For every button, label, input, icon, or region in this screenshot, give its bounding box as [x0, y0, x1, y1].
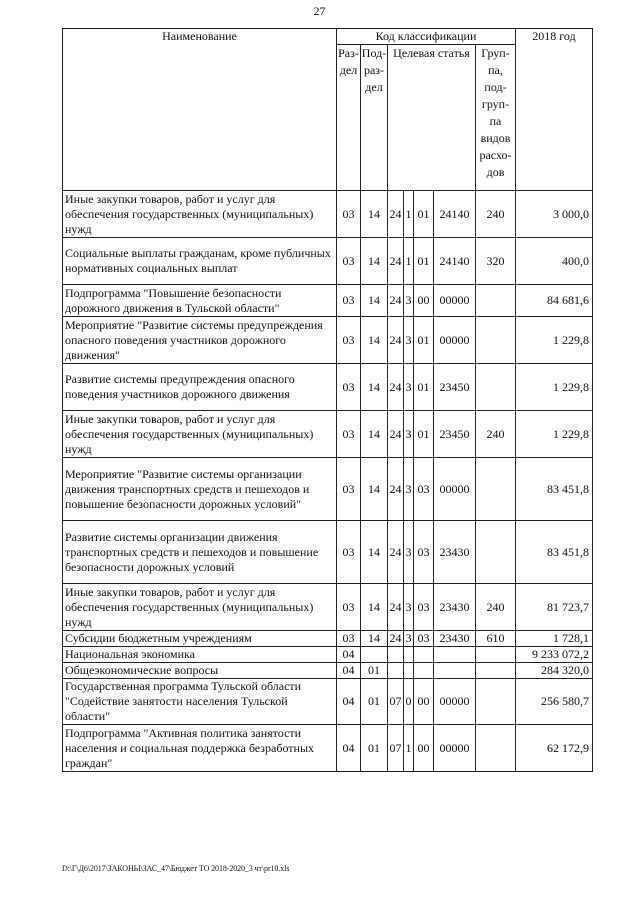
table-row	[63, 725, 593, 772]
row-subsection: 14	[361, 631, 388, 647]
row-target-subprogram: 3	[404, 521, 414, 584]
row-name: Мероприятие "Развитие системы организации движения транспортных средств и пешеходов и повышение безопасности дорожных условий"	[63, 458, 337, 521]
row-subsection: 14	[361, 285, 388, 317]
row-name: Национальная экономика	[63, 647, 337, 663]
row-target-direction	[434, 647, 476, 663]
row-target-event: 03	[414, 521, 434, 584]
row-amount-2018: 256 580,7	[516, 679, 593, 725]
header-target-article: Целевая статья	[388, 45, 476, 191]
row-target-direction: 23450	[434, 411, 476, 458]
row-target-event: 01	[414, 191, 434, 238]
row-amount-2018: 83 451,8	[516, 521, 593, 584]
table-row	[63, 411, 593, 458]
row-target-subprogram: 3	[405, 631, 412, 645]
row-target-direction: 00000	[434, 725, 476, 772]
row-section: 03	[337, 411, 361, 458]
row-target-subprogram: 3	[404, 317, 414, 364]
row-amount-2018: 1 728,1	[516, 631, 593, 647]
row-target-event: 01	[414, 364, 434, 411]
row-target-direction: 00000	[434, 458, 476, 521]
row-section: 03	[337, 238, 361, 285]
row-expense-group: 240	[476, 584, 516, 631]
row-subsection: 14	[361, 317, 388, 364]
row-amount-2018: 9 233 072,2	[516, 647, 593, 663]
table-row	[63, 238, 593, 285]
row-subsection: 01	[361, 679, 388, 725]
row-target-program	[388, 647, 404, 663]
row-expense-group	[476, 317, 516, 364]
budget-table	[62, 28, 593, 772]
row-section: 03	[337, 458, 361, 521]
row-target-program: 24	[388, 317, 404, 364]
row-expense-group: 240	[476, 191, 516, 238]
row-subsection: 14	[361, 521, 388, 584]
table-row	[63, 364, 593, 411]
row-expense-group	[476, 285, 516, 317]
row-target-subprogram	[404, 663, 414, 679]
row-target-event	[414, 647, 434, 663]
row-target-event: 01	[414, 411, 434, 458]
row-name: Иные закупки товаров, работ и услуг для обеспечения государственных (муниципальных) нужд	[63, 584, 337, 631]
table-row	[63, 631, 593, 647]
row-target-event: 01	[414, 317, 434, 364]
row-section: 04	[337, 679, 361, 725]
row-target-subprogram	[404, 647, 414, 663]
table-row	[63, 458, 593, 521]
header-code: Код классификации	[337, 29, 516, 45]
row-expense-group	[476, 725, 516, 772]
row-expense-group	[476, 364, 516, 411]
row-section: 03	[337, 631, 361, 647]
row-subsection: 14	[361, 238, 388, 285]
row-target-program: 24	[388, 191, 404, 238]
table-row	[63, 679, 593, 725]
row-target-direction: 00000	[434, 285, 476, 317]
footer-file-path: D:\Г\Д6\2017\ЗАКОНЫ\ЗАС_47\Бюджет ТО 2018-2020_3 чт\pr10.xls	[62, 864, 290, 873]
row-subsection	[361, 647, 388, 663]
row-target-event: 00	[414, 679, 434, 725]
row-subsection: 01	[361, 725, 388, 772]
row-target-program	[388, 663, 404, 679]
table-row	[63, 285, 593, 317]
row-subsection: 14	[361, 364, 388, 411]
row-target-direction: 00000	[434, 679, 476, 725]
row-name: Социальные выплаты гражданам, кроме публичных нормативных социальных выплат	[63, 238, 337, 285]
row-target-program: 24	[388, 364, 404, 411]
row-target-direction: 24140	[434, 191, 476, 238]
row-target-program: 24	[388, 238, 404, 285]
row-target-direction: 23430	[434, 584, 476, 631]
row-expense-group	[476, 647, 516, 663]
row-target-program: 24	[388, 584, 404, 631]
row-section: 03	[337, 364, 361, 411]
row-expense-group	[476, 663, 516, 679]
table-row	[63, 521, 593, 584]
row-target-direction: 00000	[434, 317, 476, 364]
row-target-subprogram: 1	[404, 238, 414, 285]
table-row	[63, 663, 593, 679]
row-target-event: 00	[414, 725, 434, 772]
row-amount-2018: 1 229,8	[516, 411, 593, 458]
row-expense-group	[476, 458, 516, 521]
row-name: Развитие системы организации движения транспортных средств и пешеходов и повышение безопасности дорожных условий	[63, 521, 337, 584]
row-amount-2018: 3 000,0	[516, 191, 593, 238]
row-target-subprogram: 1	[404, 725, 414, 772]
row-target-direction	[434, 663, 476, 679]
row-name: Развитие системы предупреждения опасного поведения участников дорожного движения	[63, 364, 337, 411]
row-expense-group: 610	[476, 631, 516, 647]
row-target-event: 00	[414, 285, 434, 317]
row-amount-2018: 284 320,0	[516, 663, 593, 679]
row-section: 04	[337, 663, 361, 679]
row-target-direction: 23450	[434, 364, 476, 411]
row-target-subprogram: 0	[404, 679, 414, 725]
row-target-event: 01	[414, 238, 434, 285]
row-target-subprogram: 3	[404, 584, 414, 631]
row-subsection: 01	[361, 663, 388, 679]
row-target-subprogram: 3	[404, 364, 414, 411]
row-name: Иные закупки товаров, работ и услуг для обеспечения государственных (муниципальных) нужд	[63, 191, 337, 238]
table-row	[63, 317, 593, 364]
row-target-event: 03	[414, 458, 434, 521]
row-amount-2018: 1 229,8	[516, 364, 593, 411]
row-target-program: 24	[388, 458, 404, 521]
row-expense-group	[476, 521, 516, 584]
row-target-subprogram: 3	[404, 285, 414, 317]
table-row	[63, 191, 593, 238]
row-target-event: 03	[414, 631, 434, 647]
row-section: 03	[337, 317, 361, 364]
row-amount-2018: 62 172,9	[516, 725, 593, 772]
row-amount-2018: 1 229,8	[516, 317, 593, 364]
row-expense-group: 240	[476, 411, 516, 458]
row-target-program: 24	[389, 631, 402, 645]
row-name: Подпрограмма "Активная политика занятости населения и социальная поддержка безработных граждан"	[63, 725, 337, 772]
row-section: 03	[337, 521, 361, 584]
row-section: 03	[337, 584, 361, 631]
row-target-subprogram: 1	[404, 191, 414, 238]
row-subsection: 14	[361, 411, 388, 458]
row-subsection: 14	[361, 191, 388, 238]
page-number: 27	[313, 4, 326, 18]
header-expense-group: Груп- па, под- груп- па видов расхо- дов	[476, 45, 516, 191]
header-year: 2018 год	[516, 29, 593, 191]
row-expense-group: 320	[476, 238, 516, 285]
row-section: 03	[337, 191, 361, 238]
table-row	[63, 584, 593, 631]
row-amount-2018: 81 723,7	[516, 584, 593, 631]
table-row	[63, 647, 593, 663]
row-target-program: 07	[388, 679, 404, 725]
row-target-direction: 23430	[434, 631, 476, 647]
row-expense-group	[476, 679, 516, 725]
row-name: Государственная программа Тульской области "Содействие занятости населения Тульской области"	[63, 679, 337, 725]
row-target-program: 24	[388, 285, 404, 317]
row-target-direction: 23430	[434, 521, 476, 584]
row-target-program: 24	[388, 411, 404, 458]
row-name: Подпрограмма "Повышение безопасности дорожного движения в Тульской области"	[63, 285, 337, 317]
row-amount-2018: 84 681,6	[516, 285, 593, 317]
row-name: Иные закупки товаров, работ и услуг для обеспечения государственных (муниципальных) нужд	[63, 411, 337, 458]
row-target-event: 03	[414, 584, 434, 631]
row-section: 04	[337, 725, 361, 772]
row-section: 03	[337, 285, 361, 317]
row-name: Субсидии бюджетным учреждениям	[63, 631, 337, 647]
row-subsection: 14	[361, 458, 388, 521]
row-target-program: 24	[388, 521, 404, 584]
row-name: Мероприятие "Развитие системы предупреждения опасного поведения участников дорожного движения"	[63, 317, 337, 364]
row-subsection: 14	[361, 584, 388, 631]
row-amount-2018: 400,0	[516, 238, 593, 285]
row-target-event	[414, 663, 434, 679]
row-target-subprogram: 3	[404, 458, 414, 521]
row-target-program: 07	[388, 725, 404, 772]
row-target-direction: 24140	[434, 238, 476, 285]
header-subsection: Под- раз- дел	[361, 45, 388, 191]
header-name: Наименование	[63, 29, 337, 191]
row-amount-2018: 83 451,8	[516, 458, 593, 521]
row-target-subprogram: 3	[404, 411, 414, 458]
row-section: 04	[337, 647, 361, 663]
header-section: Раз- дел	[337, 45, 361, 191]
row-name: Общеэкономические вопросы	[63, 663, 337, 679]
